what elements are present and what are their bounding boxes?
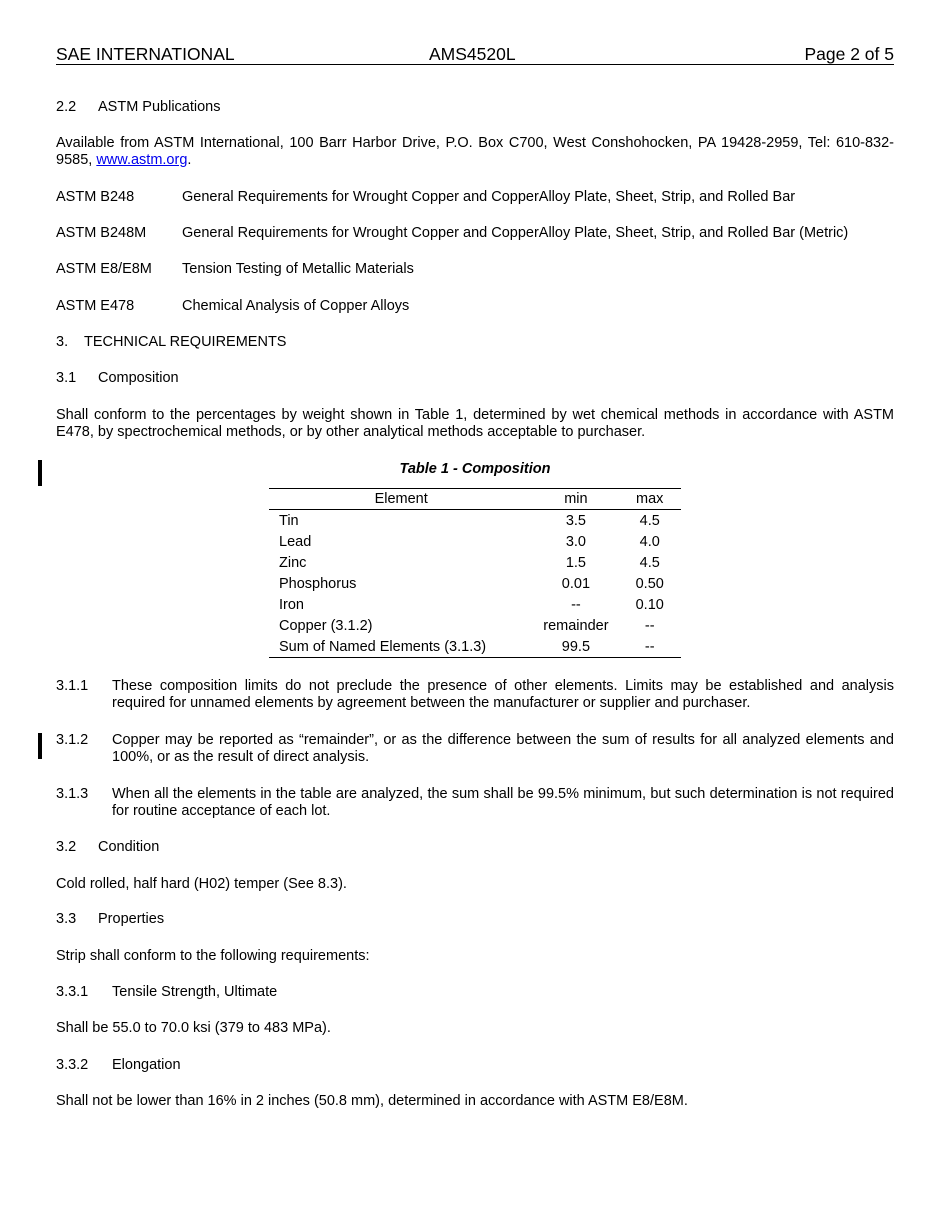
section-title: Composition [98, 370, 179, 386]
cell-max: -- [618, 636, 681, 658]
cell-element: Sum of Named Elements (3.1.3) [269, 636, 533, 658]
astm-website-link[interactable]: www.astm.org [96, 152, 188, 168]
reference-row [56, 189, 894, 206]
section-title: ASTM Publications [98, 99, 221, 115]
reference-title: General Requirements for Wrought Copper and CopperAlloy Plate, Sheet, Strip, and Rolled Bar (Metric) [182, 225, 849, 241]
table-row [269, 573, 681, 594]
section-number: 3.2 [56, 839, 77, 855]
properties-paragraph: Strip shall conform to the following requirements: [56, 948, 370, 964]
section-3-3-2-heading [56, 1057, 894, 1074]
cell-min: -- [571, 596, 581, 613]
reference-code: ASTM E478 [56, 298, 135, 314]
cell-min: 99.5 [533, 636, 618, 658]
section-title: TECHNICAL REQUIREMENTS [84, 334, 287, 350]
section-number: 3.3 [56, 911, 77, 927]
table-row [269, 510, 681, 532]
section-number: 2.2 [56, 99, 77, 115]
section-number: 3.3.1 [56, 984, 89, 1000]
cell-element: Lead [279, 533, 312, 550]
table-row [269, 615, 681, 636]
column-header-element: Element [269, 489, 533, 510]
reference-row [56, 261, 894, 278]
section-title: Condition [98, 839, 160, 855]
cell-max: 0.10 [635, 596, 664, 613]
astm-availability-text: Available from ASTM International, 100 Barr Harbor Drive, P.O. Box C700, West Conshohocken, PA 19428-2959, Tel: 610-832-9585, [56, 135, 894, 168]
page-header [56, 44, 894, 65]
reference-code: ASTM B248M [56, 225, 147, 241]
header-org: SAE INTERNATIONAL [56, 44, 235, 64]
section-number: 3.1.3 [56, 786, 89, 802]
section-text: Copper may be reported as “remainder”, or as the difference between the sum of results for all analyzed elements and 100%, or as the result of direct analysis. [112, 732, 894, 765]
composition-paragraph: Shall conform to the percentages by weight shown in Table 1, determined by wet chemical methods in accordance with ASTM E478, by spectrochemical methods, or by other analytical methods acceptable to purchaser. [56, 407, 894, 440]
table-header-row [269, 489, 681, 510]
reference-row [56, 225, 894, 242]
reference-code: ASTM E8/E8M [56, 261, 152, 277]
section-number: 3. [56, 334, 69, 350]
cell-max: 4.5 [639, 554, 660, 571]
cell-min: 3.5 [565, 512, 586, 529]
cell-element: Zinc [279, 554, 307, 571]
section-3-1-1 [56, 678, 894, 712]
column-header-min: min [533, 489, 618, 510]
cell-element: Tin [279, 512, 299, 529]
elongation-paragraph: Shall not be lower than 16% in 2 inches (50.8 mm), determined in accordance with ASTM E8/E8M. [56, 1093, 688, 1109]
condition-paragraph: Cold rolled, half hard (H02) temper (See 8.3). [56, 876, 347, 892]
reference-title: Chemical Analysis of Copper Alloys [182, 298, 410, 314]
cell-max: 4.5 [639, 512, 660, 529]
table-row [269, 594, 681, 615]
table-row [269, 636, 681, 658]
section-title: Elongation [112, 1057, 181, 1073]
cell-min: 1.5 [565, 554, 586, 571]
tensile-strength-paragraph: Shall be 55.0 to 70.0 ksi (379 to 483 MPa). [56, 1020, 331, 1036]
section-3-3-heading [56, 911, 894, 928]
section-2-2-heading [56, 99, 894, 116]
section-3-3-1-heading [56, 984, 894, 1001]
cell-element: Phosphorus [279, 575, 357, 592]
reference-title: General Requirements for Wrought Copper and CopperAlloy Plate, Sheet, Strip, and Rolled Bar [182, 189, 796, 205]
cell-max: 4.0 [639, 533, 660, 550]
revision-change-bar [38, 733, 42, 759]
cell-element: Copper (3.1.2) [279, 617, 373, 634]
cell-min: 3.0 [565, 533, 586, 550]
astm-availability-end: . [187, 152, 192, 168]
section-number: 3.3.2 [56, 1057, 89, 1073]
section-title: Tensile Strength, Ultimate [112, 984, 278, 1000]
section-3-2-heading [56, 839, 894, 856]
table-row [269, 552, 681, 573]
reference-title: Tension Testing of Metallic Materials [182, 261, 414, 277]
section-3-1-heading [56, 370, 894, 387]
reference-row [56, 298, 894, 315]
section-number: 3.1.1 [56, 678, 89, 694]
composition-table [269, 488, 681, 658]
cell-min: 0.01 [561, 575, 591, 592]
table-caption: Table 1 - Composition [399, 461, 551, 477]
revision-change-bar [38, 460, 42, 486]
section-number: 3.1 [56, 370, 77, 386]
section-3-heading [56, 334, 894, 351]
column-header-max: max [618, 489, 681, 510]
astm-availability-paragraph [56, 135, 894, 169]
cell-min: remainder [543, 617, 609, 634]
cell-element: Iron [279, 596, 304, 613]
section-text: When all the elements in the table are analyzed, the sum shall be 99.5% minimum, but such determination is not required for routine acceptance of each lot. [112, 786, 894, 819]
header-page-number: Page 2 of 5 [804, 44, 894, 64]
section-3-1-2 [56, 732, 894, 766]
header-doc-number: AMS4520L [429, 44, 516, 64]
section-number: 3.1.2 [56, 732, 89, 748]
table-row [269, 531, 681, 552]
section-text: These composition limits do not preclude the presence of other elements. Limits may be established and analysis required for unnamed elements by agreement between the manufacturer or supplier and purchaser. [112, 678, 894, 711]
section-3-1-3 [56, 786, 894, 820]
section-title: Properties [98, 911, 165, 927]
cell-max: -- [644, 617, 655, 634]
reference-code: ASTM B248 [56, 189, 135, 205]
cell-max: 0.50 [635, 575, 664, 592]
